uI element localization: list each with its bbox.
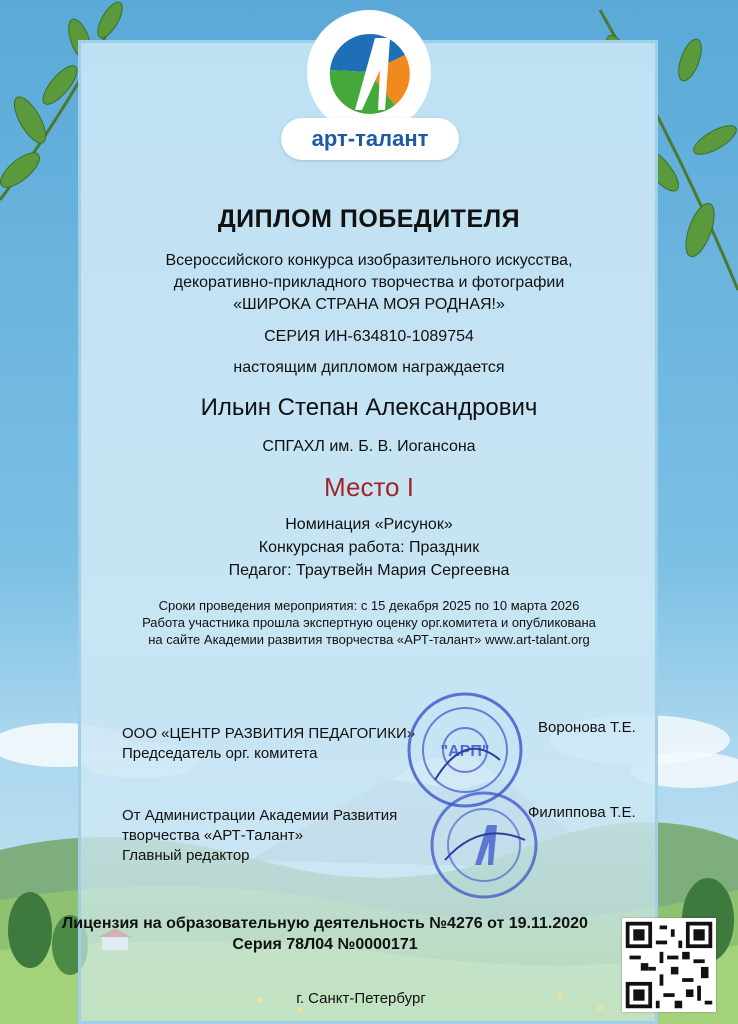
academy-stamp-icon — [425, 790, 543, 900]
series-number: СЕРИЯ ИН-634810-1089754 — [264, 328, 474, 345]
terms-line-1: Сроки проведения мероприятия: с 15 декабря 2025 по 10 марта 2026 — [158, 598, 580, 613]
logo-wordmark: арт-талант — [281, 118, 459, 160]
org-name: ООО «ЦЕНТР РАЗВИТИЯ ПЕДАГОГИКИ» — [122, 725, 416, 742]
city: г. Санкт-Петербург — [296, 990, 426, 1007]
contest-line-2: декоративно-прикладного творчества и фотографии — [173, 274, 565, 291]
contest-work: Конкурсная работа: Праздник — [258, 539, 480, 556]
svg-text:"АРП": "АРП" — [440, 743, 490, 760]
admin-line-2: творчества «АРТ-Талант» — [122, 827, 304, 844]
license-line-1: Лицензия на образовательную деятельность №4276 от 19.11.2020 — [62, 915, 588, 932]
qr-code-icon — [622, 918, 716, 1012]
org-role: Председатель орг. комитета — [122, 745, 318, 762]
license-line-2: Серия 78Л04 №0000171 — [232, 936, 418, 953]
place-label: Место I — [324, 472, 414, 502]
terms-line-3: на сайте Академии развития творчества «АРТ-талант» www.art-talant.org — [148, 632, 590, 647]
winner-name: Ильин Степан Александрович — [200, 394, 538, 421]
nomination: Номинация «Рисунок» — [285, 516, 453, 533]
winner-school: СПГАХЛ им. Б. В. Иогансона — [262, 438, 476, 455]
teacher: Педагог: Траутвейн Мария Сергеевна — [228, 562, 510, 579]
admin-line-1: От Администрации Академии Развития — [122, 807, 398, 824]
admin-signer: Филиппова Т.Е. — [528, 804, 636, 821]
diploma-title: ДИПЛОМ ПОБЕДИТЕЛЯ — [217, 205, 521, 233]
contest-line-1: Всероссийского конкурса изобразительного искусства, — [165, 252, 573, 269]
terms-line-2: Работа участника прошла экспертную оценку орг.комитета и опубликована — [142, 615, 596, 630]
org-signer: Воронова Т.Е. — [538, 719, 636, 736]
admin-role: Главный редактор — [122, 847, 250, 864]
contest-line-3: «ШИРОКА СТРАНА МОЯ РОДНАЯ!» — [233, 296, 505, 313]
awarded-text: настоящим дипломом награждается — [233, 359, 505, 376]
